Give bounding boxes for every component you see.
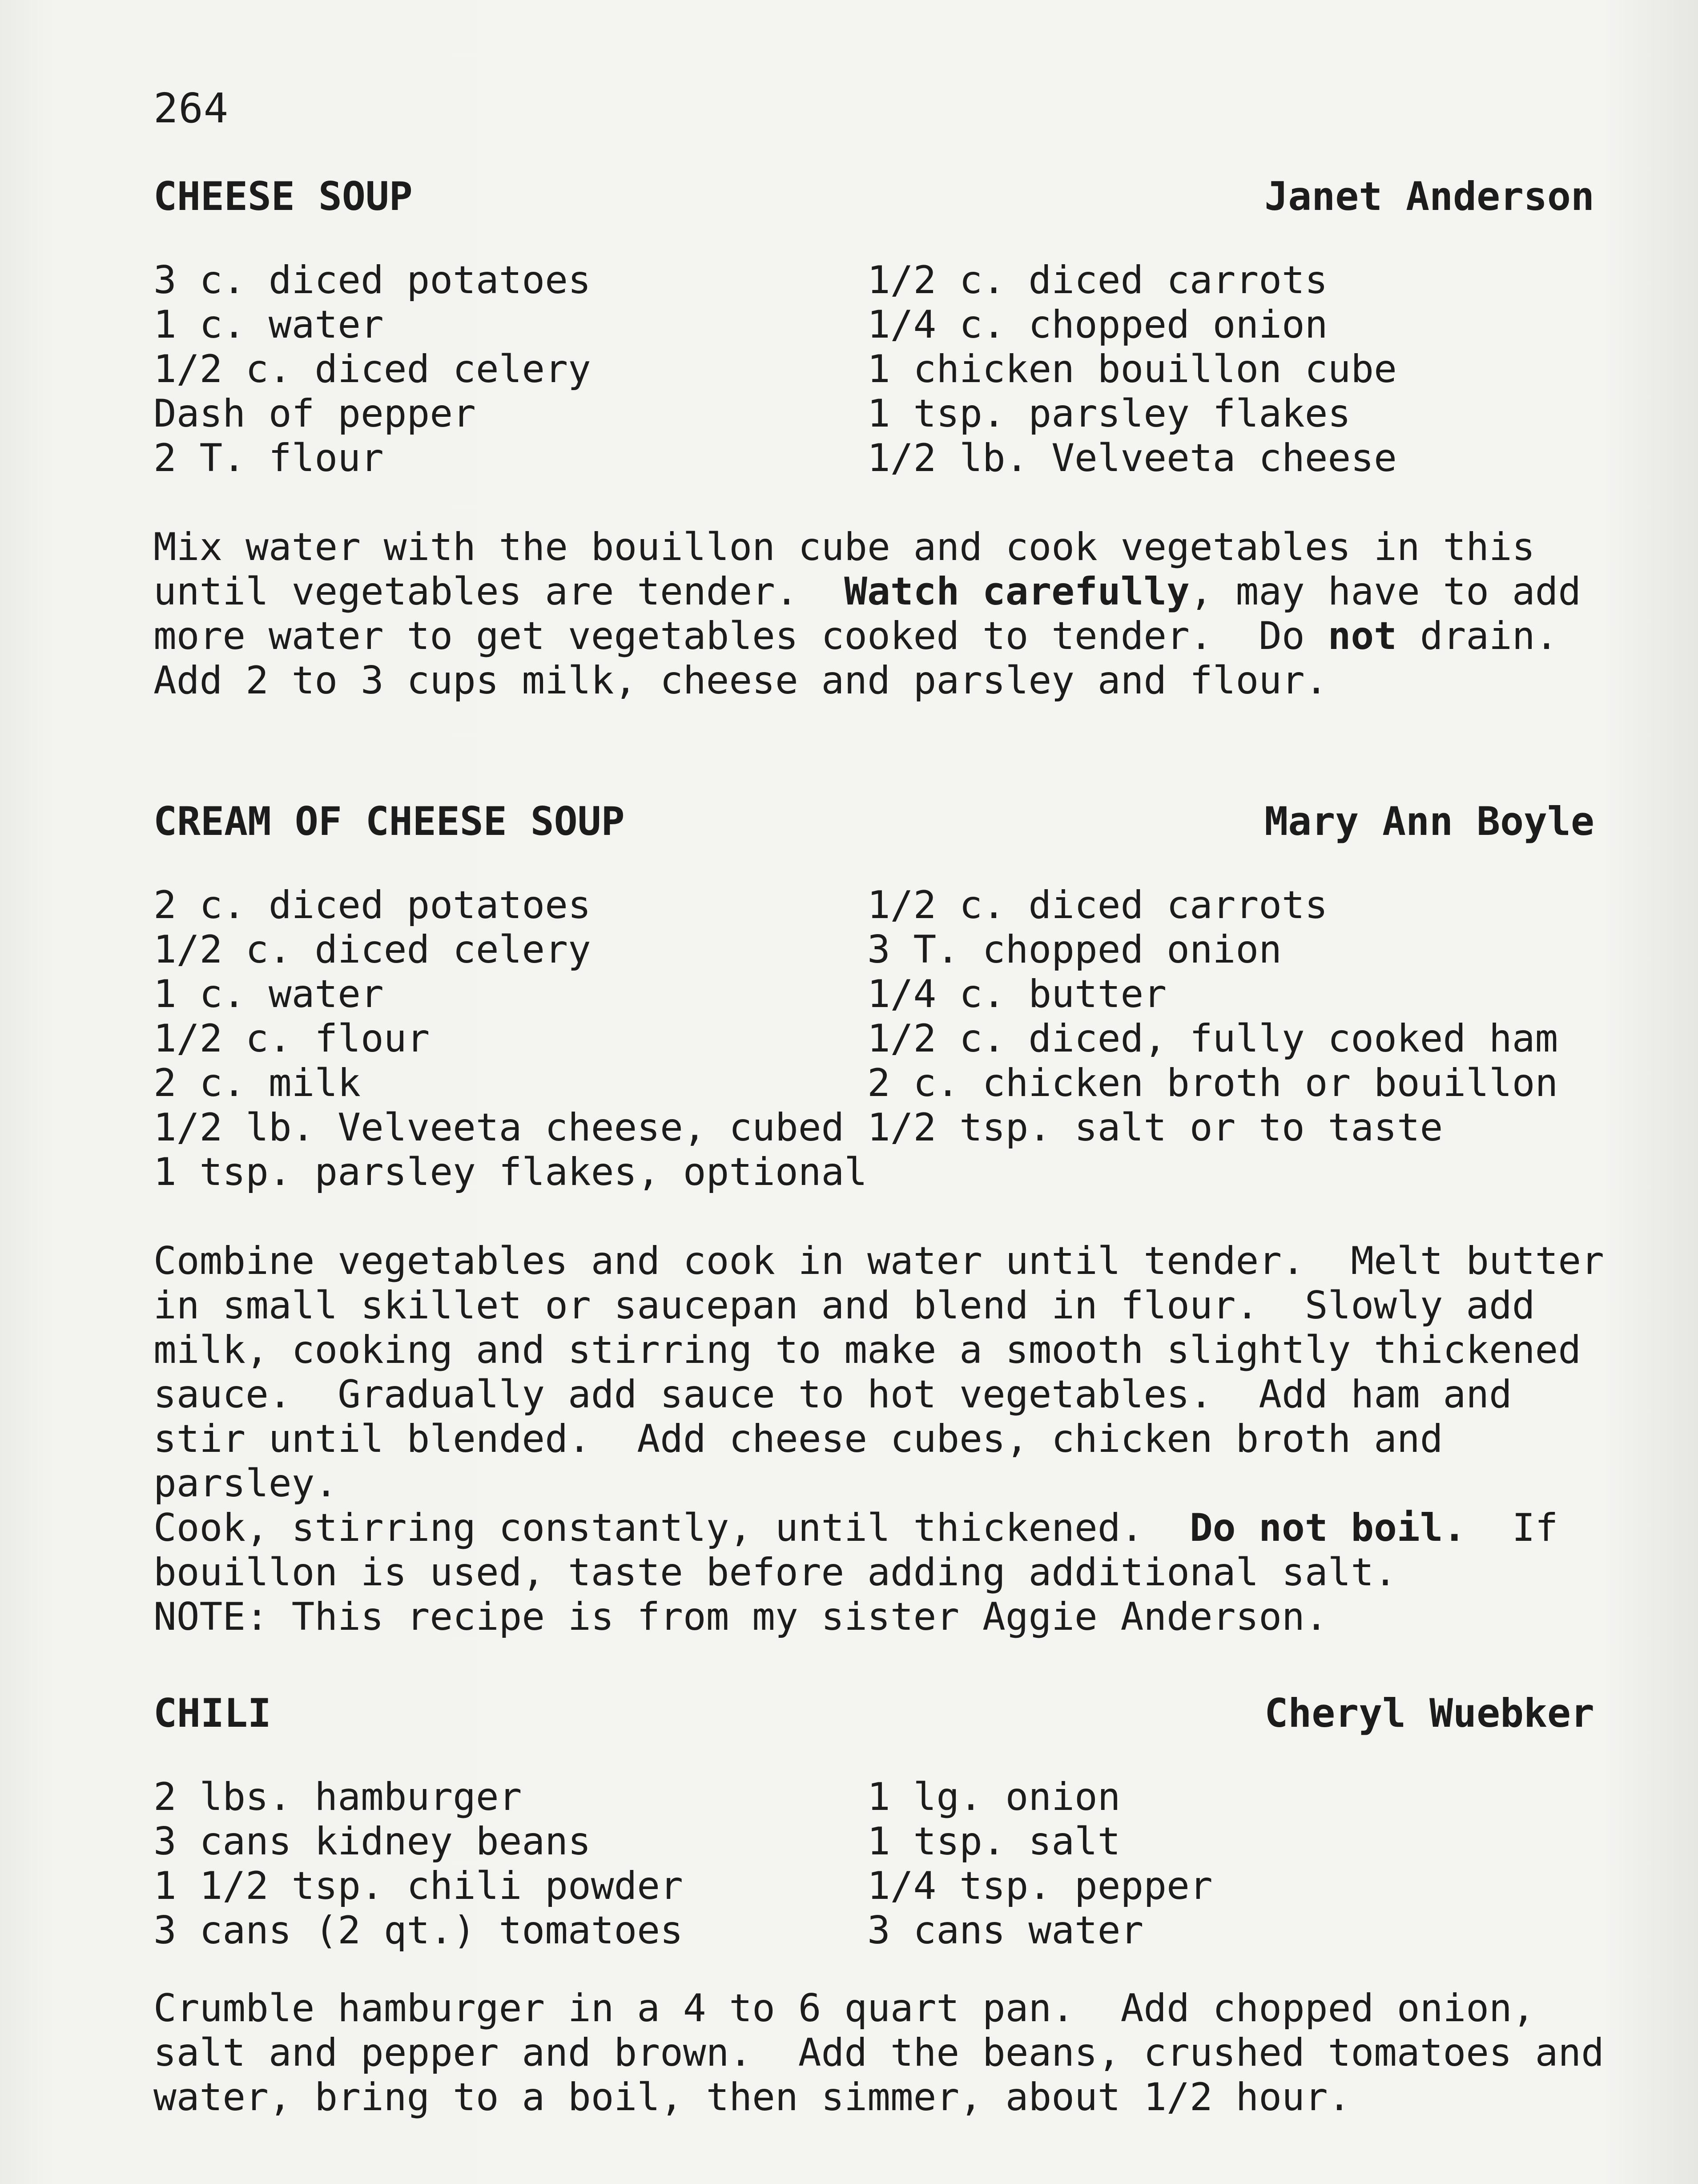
recipe-header — [153, 173, 1594, 222]
ingredients-left-column — [153, 1775, 867, 1953]
ingredient: 2 c. diced potatoes — [153, 883, 591, 927]
ingredient: 1 lg. onion — [867, 1775, 1121, 1819]
ingredients-list — [153, 883, 1594, 1194]
ingredient: 1 tsp. parsley flakes, optional — [153, 1150, 868, 1194]
ingredient: 3 cans kidney beans — [153, 1819, 591, 1864]
directions-emphasis: not — [1328, 614, 1397, 658]
ingredients-right-column — [867, 1775, 1594, 1953]
recipe-header — [153, 798, 1594, 847]
directions-text: If bouillon is used, taste before adding additional salt. NOTE: This recipe is from my sister Aggie Anderson. — [153, 1506, 1558, 1639]
ingredients-left-column — [153, 883, 867, 1194]
ingredient: 1/2 lb. Velveeta cheese, cubed — [153, 1105, 845, 1150]
recipe-author: Mary Ann Boyle — [1264, 798, 1594, 844]
recipe-directions — [153, 1239, 1621, 1639]
ingredient: 1/4 c. chopped onion — [867, 302, 1328, 347]
recipe-directions — [153, 525, 1621, 703]
ingredient: 3 cans water — [867, 1908, 1144, 1953]
recipe-title: CREAM OF CHEESE SOUP — [153, 798, 625, 844]
recipe-title: CHILI — [153, 1690, 271, 1736]
ingredient: 1 c. water — [153, 972, 384, 1016]
ingredients-list — [153, 1775, 1594, 1953]
ingredients-right-column — [867, 883, 1594, 1194]
ingredient: Dash of pepper — [153, 391, 476, 436]
ingredient: 1/2 c. diced carrots — [867, 258, 1328, 302]
ingredient: 2 c. chicken broth or bouillon — [867, 1061, 1558, 1105]
ingredient: 2 lbs. hamburger — [153, 1775, 522, 1819]
ingredient: 1 tsp. parsley flakes — [867, 391, 1351, 436]
recipe-author: Janet Anderson — [1264, 173, 1594, 219]
ingredient: 3 c. diced potatoes — [153, 258, 591, 302]
ingredient: 3 T. chopped onion — [867, 927, 1282, 972]
ingredient: 1 c. water — [153, 302, 384, 347]
directions-text: , may have to add more water to get vegetables cooked to tender. Do — [153, 569, 1581, 658]
directions-text: Crumble hamburger in a 4 to 6 quart pan. Add chopped onion, salt and pepper and brown. Add the beans, crushed tomatoes and water, bring to a boil, then simmer, about 1/2 hour. — [153, 1986, 1604, 2120]
ingredients-list — [153, 258, 1594, 480]
directions-emphasis: Do not boil. — [1189, 1506, 1466, 1550]
recipe-directions — [153, 1986, 1621, 2120]
directions-emphasis: Watch carefully — [844, 569, 1190, 614]
recipe-cheese-soup — [153, 173, 1594, 703]
ingredient: 1 1/2 tsp. chili powder — [153, 1864, 683, 1908]
ingredient: 1/4 c. butter — [867, 972, 1167, 1016]
ingredients-left-column — [153, 258, 867, 480]
ingredient: 1/2 c. diced, fully cooked ham — [867, 1016, 1558, 1061]
ingredient: 1/4 tsp. pepper — [867, 1864, 1213, 1908]
ingredient: 1 tsp. salt — [867, 1819, 1121, 1864]
recipe-cream-of-cheese-soup — [153, 798, 1604, 1639]
ingredient: 1/2 c. diced carrots — [867, 883, 1328, 927]
ingredient: 1 chicken bouillon cube — [867, 347, 1397, 391]
recipe-title: CHEESE SOUP — [153, 173, 413, 219]
ingredient: 1/2 c. diced celery — [153, 347, 591, 391]
ingredient: 1/2 lb. Velveeta cheese — [867, 436, 1397, 480]
ingredient: 2 c. milk — [153, 1061, 361, 1105]
ingredients-right-column — [867, 258, 1594, 480]
recipe-header — [153, 1690, 1594, 1739]
ingredient: 1/2 c. flour — [153, 1016, 430, 1061]
recipe-author: Cheryl Wuebker — [1264, 1690, 1594, 1736]
directions-text: Mix water with the bouillon cube and cook vegetables in this until vegetables are tender. — [153, 525, 1535, 614]
ingredient: 1/2 tsp. salt or to taste — [867, 1105, 1443, 1150]
directions-text: drain. Add 2 to 3 cups milk, cheese and parsley and flour. — [153, 614, 1558, 703]
ingredient: 1/2 c. diced celery — [153, 927, 591, 972]
page-number: 264 — [153, 85, 229, 132]
ingredient: 2 T. flour — [153, 436, 384, 480]
recipe-chili — [153, 1690, 1604, 2120]
ingredient: 3 cans (2 qt.) tomatoes — [153, 1908, 683, 1953]
directions-text: Combine vegetables and cook in water until tender. Melt butter in small skillet or saucepan and blend in flour. Slowly add milk, cooking and stirring to make a smooth slightly thickened sauce. Gradually add sauce to hot vegetables. Add ham and stir until blended. Add cheese cubes, chicken broth and parsley. Cook, stirring constantly, until thickened. — [153, 1239, 1604, 1550]
